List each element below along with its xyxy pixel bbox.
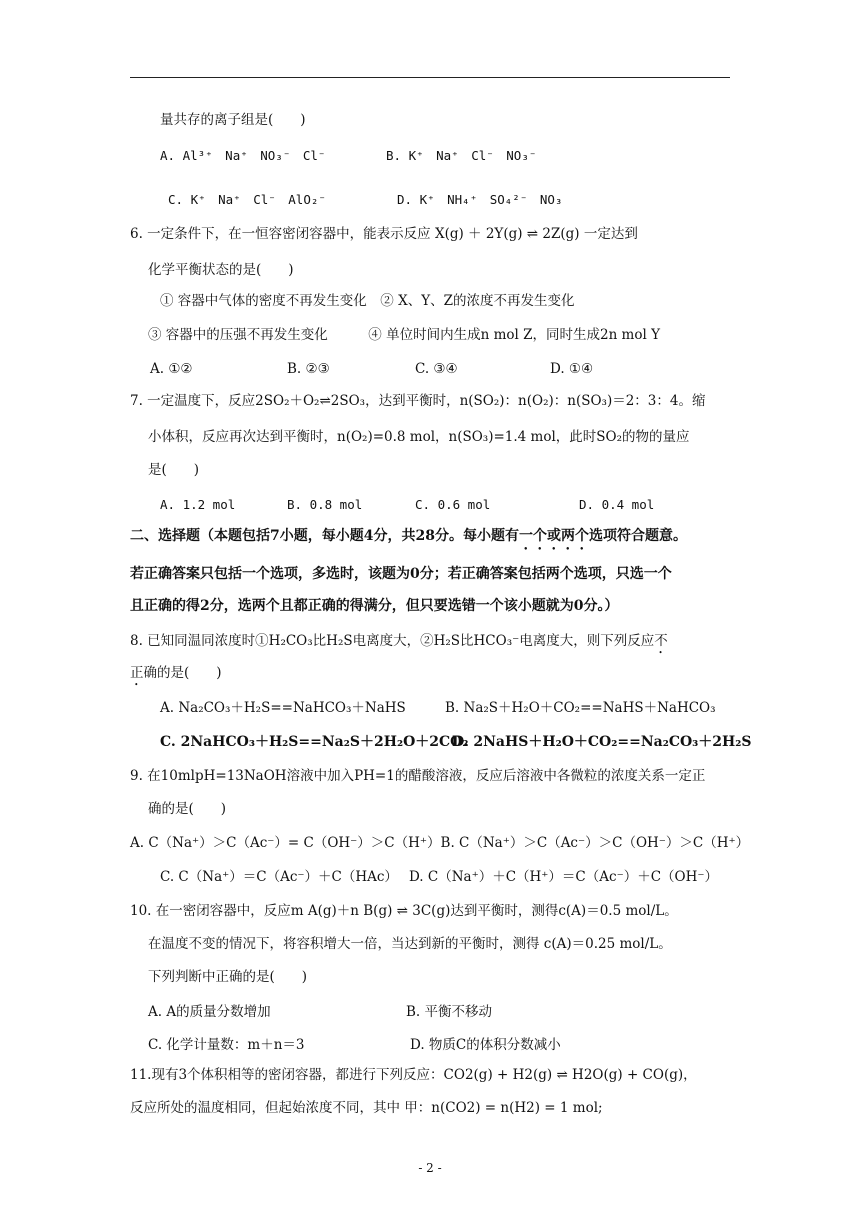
q8-stem <box>130 632 668 657</box>
q6-option-a: A. ①② <box>150 361 193 377</box>
q5-option-b: B. K⁺ Na⁺ Cl⁻ NO₃⁻ <box>386 148 537 163</box>
q6-statement-1-2: ① 容器中气体的密度不再发生变化 ② X、Y、Z的浓度不再发生变化 <box>160 293 575 309</box>
q10-stem: 10. 在一密闭容器中，反应m A(g)＋n B(g) ⇌ 3C(g)达到平衡时，测得c(A)＝0.5 mol/L。 <box>130 903 678 919</box>
q6-stem-cont: 化学平衡状态的是( ) <box>148 262 294 278</box>
q7-stem: 7. 一定温度下，反应2SO₂＋O₂⇌2SO₃，达到平衡时，n(SO₂)：n(O₂)：n(SO₃)＝2：3：4。缩 <box>130 393 706 409</box>
q10-option-b: B. 平衡不移动 <box>406 1004 493 1020</box>
q5-option-c: C. K⁺ Na⁺ Cl⁻ AlO₂⁻ <box>168 192 326 207</box>
q8-stem-text: 8. 已知同温同浓度时①H₂CO₃比H₂S电离度大，②H₂S比HCO₃⁻电离度大，则下列反应 <box>130 633 655 649</box>
q10-stem-cont: 在温度不变的情况下，将容积增大一倍，当达到新的平衡时，测得 c(A)＝0.25 mol/L。 <box>148 936 672 952</box>
q5-option-d: D. K⁺ NH₄⁺ SO₄²⁻ NO₃ <box>397 192 563 207</box>
q7-stem-end: 是( ) <box>148 462 200 478</box>
q5-option-a: A. Al³⁺ Na⁺ NO₃⁻ Cl⁻ <box>160 148 326 163</box>
q7-stem-cont: 小体积，反应再次达到平衡时，n(O₂)=0.8 mol，n(SO₃)=1.4 mol，此时SO₂的物的量应 <box>148 429 690 445</box>
q8-emphasis-bu: 不 <box>654 633 668 649</box>
q9-option-a-b: A. C（Na⁺）＞C（Ac⁻）= C（OH⁻）＞C（H⁺）B. C（Na⁺）＞C（Ac⁻）＞C（OH⁻）＞C（H⁺） <box>130 835 750 851</box>
q8-emphasis-zheng: 正 <box>130 665 144 681</box>
q11-stem: 11.现有3个体积相等的密闭容器，都进行下列反应：CO2(g) + H2(g) ⇌ H2O(g) + CO(g)， <box>130 1067 697 1083</box>
q9-stem-cont: 确的是( ) <box>148 801 227 817</box>
q6-statement-3-4: ③ 容器中的压强不再发生变化 ④ 单位时间内生成n mol Z，同时生成2n mol Y <box>148 327 661 343</box>
section-two-heading-emphasis: 一个或两个 <box>518 528 589 544</box>
section-two-heading-part3: 选项符合题意。 <box>588 528 687 544</box>
q7-option-c: C. 0.6 mol <box>415 497 491 512</box>
q9-stem: 9. 在10mlpH=13NaOH溶液中加入PH=1的醋酸溶液，反应后溶液中各微粒的浓度关系一定正 <box>130 768 706 784</box>
q8-stem-cont <box>130 664 222 689</box>
q7-option-d: D. 0.4 mol <box>579 497 655 512</box>
section-two-heading <box>130 527 687 553</box>
q5-stem-cont: 量共存的离子组是( ) <box>160 112 306 128</box>
q9-option-c-d: C. C（Na⁺）＝C（Ac⁻）＋C（HAc） D. C（Na⁺）＋C（H⁺）＝C（Ac⁻）＋C（OH⁻） <box>160 869 718 885</box>
section-two-rule-line-3: 且正确的得2分，选两个且都正确的得满分，但只要选错一个该小题就为0分。） <box>130 598 619 614</box>
q8-option-d: D. 2NaHS＋H₂O＋CO₂==Na₂CO₃＋2H₂S <box>452 734 752 750</box>
q7-option-a: A. 1.2 mol <box>160 497 236 512</box>
q10-stem-end: 下列判断中正确的是( ) <box>148 969 308 985</box>
section-two-heading-part1: 二、选择题（本题包括7小题，每小题4分，共28分。每小题有 <box>130 528 519 544</box>
q8-stem-cont-text: 确的是( ) <box>143 665 222 681</box>
section-two-rule-line-2: 若正确答案只包括一个选项，多选时，该题为0分；若正确答案包括两个选项，只选一个 <box>130 566 672 582</box>
q6-option-c: C. ③④ <box>415 361 458 377</box>
q7-option-b: B. 0.8 mol <box>287 497 363 512</box>
q10-option-c: C. 化学计量数：m＋n＝3 <box>148 1037 305 1053</box>
q8-option-b: B. Na₂S＋H₂O＋CO₂==NaHS＋NaHCO₃ <box>445 700 716 716</box>
q10-option-d: D. 物质C的体积分数减小 <box>410 1037 561 1053</box>
header-rule <box>130 77 730 78</box>
q8-option-a: A. Na₂CO₃＋H₂S==NaHCO₃＋NaHS <box>160 700 406 716</box>
page-number: - 2 - <box>418 1161 442 1175</box>
q6-stem: 6. 一定条件下，在一恒容密闭容器中，能表示反应 X(g) ＋ 2Y(g) ⇌ 2Z(g) 一定达到 <box>130 226 638 242</box>
q6-option-d: D. ①④ <box>550 361 594 377</box>
q11-stem-cont: 反应所处的温度相同，但起始浓度不同，其中 甲：n(CO2) = n(H2) = 1 mol; <box>130 1100 603 1116</box>
q10-option-a: A. A的质量分数增加 <box>148 1004 271 1020</box>
q8-option-c: C. 2NaHCO₃＋H₂S==Na₂S＋2H₂O＋2CO₂ <box>160 734 469 750</box>
q6-option-b: B. ②③ <box>287 361 330 377</box>
